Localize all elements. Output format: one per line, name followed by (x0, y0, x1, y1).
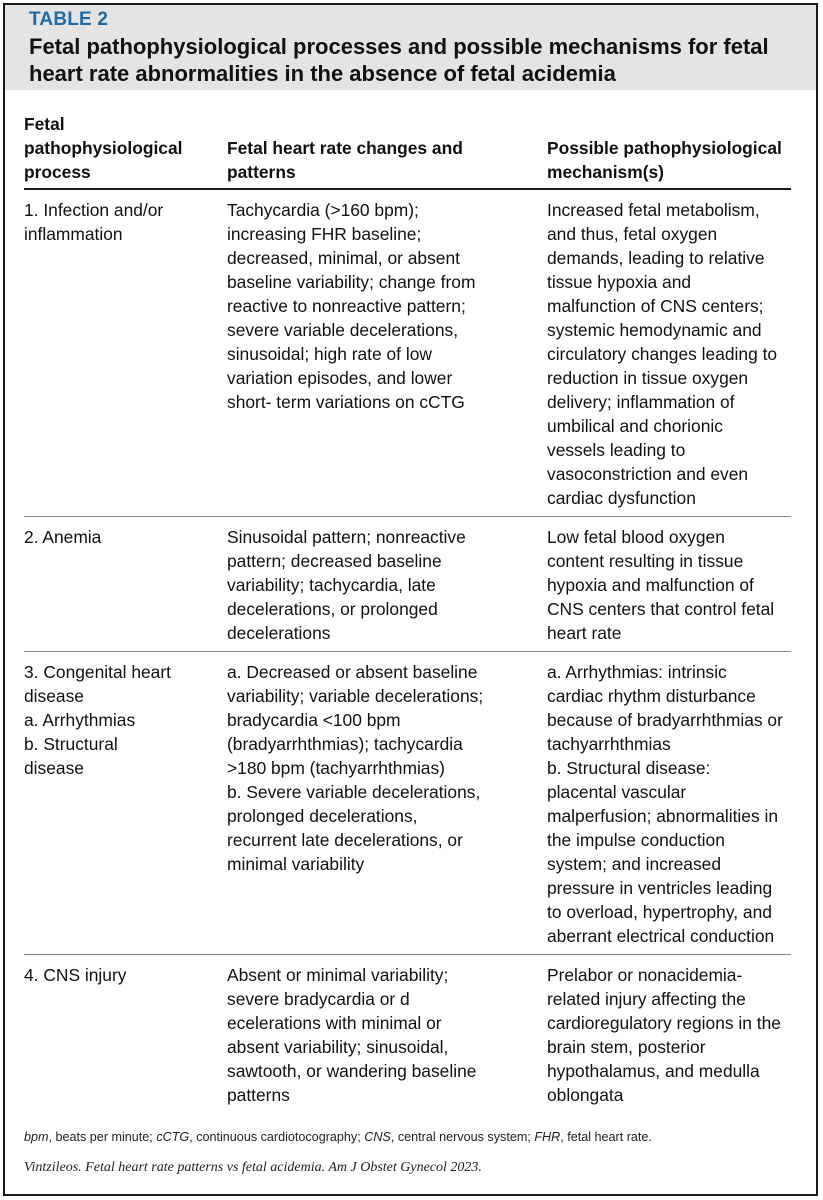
abbreviation: CNS (364, 1130, 391, 1144)
cell-line: umbilical and chorionic (547, 416, 723, 436)
title-line: heart rate abnormalities in the absence of fetal acidemia (29, 61, 616, 86)
cell-line: disease (24, 758, 84, 778)
abbreviation-definition: , continuous cardiotocography; (189, 1130, 365, 1144)
cell-line: heart rate (547, 623, 622, 643)
cell-changes (227, 955, 547, 1114)
cell-line: b. Structural (24, 734, 118, 754)
cell-line: Fetal heart rate changes and (227, 138, 463, 158)
cell-line: reactive to nonreactive pattern; (227, 296, 466, 316)
footnote (24, 1130, 652, 1144)
cell-line: decreased, minimal, or absent (227, 248, 460, 268)
cell-line: cardiac rhythm disturbance (547, 686, 756, 706)
cell-line: systemic hemodynamic and (547, 320, 762, 340)
cell-process (24, 652, 227, 955)
abbreviation: bpm (24, 1130, 49, 1144)
cell-process (24, 189, 227, 517)
cell-line: placental vascular (547, 782, 687, 802)
cell-line: vasoconstriction and even (547, 464, 749, 484)
cell-line: aberrant electrical conduction (547, 926, 775, 946)
table-row (24, 652, 791, 955)
cell-line: pressure in ventricles leading (547, 878, 773, 898)
abbreviation-definition: , beats per minute; (48, 1130, 157, 1144)
cell-line: oblongata (547, 1085, 624, 1105)
cell-line: the impulse conduction (547, 830, 725, 850)
cell-line: decelerations (227, 623, 331, 643)
cell-line: a. Decreased or absent baseline (227, 662, 478, 682)
cell-line: b. Severe variable decelerations, (227, 782, 481, 802)
cell-line: cardioregulatory regions in the (547, 1013, 781, 1033)
cell-line: tissue hypoxia and (547, 272, 692, 292)
table-header (5, 5, 816, 90)
cell-mechanisms (547, 517, 791, 652)
cell-line: content resulting in tissue (547, 551, 744, 571)
cell-line: Tachycardia (>160 bpm); (227, 200, 419, 220)
cell-line: Absent or minimal variability; (227, 965, 449, 985)
cell-line: 1. Infection and/or (24, 200, 164, 220)
cell-line: decelerations, or prolonged (227, 599, 438, 619)
cell-line: 4. CNS injury (24, 965, 127, 985)
cell-line: short- term variations on cCTG (227, 392, 465, 412)
cell-line: reduction in tissue oxygen (547, 368, 749, 388)
cell-line: minimal variability (227, 854, 365, 874)
cell-line: circulatory changes leading to (547, 344, 778, 364)
abbreviation: FHR (534, 1130, 561, 1144)
cell-line: variation episodes, and lower (227, 368, 453, 388)
cell-line: patterns (227, 1085, 290, 1105)
cell-line: pattern; decreased baseline (227, 551, 442, 571)
cell-mechanisms (547, 955, 791, 1114)
cell-line: severe bradycardia or d (227, 989, 410, 1009)
cell-line: variability; variable decelerations; (227, 686, 484, 706)
cell-line: baseline variability; change from (227, 272, 476, 292)
title-line: Fetal pathophysiological processes and possible mechanisms for fetal (29, 34, 769, 59)
table-label: TABLE 2 (29, 9, 109, 30)
cell-line: CNS centers that control fetal (547, 599, 775, 619)
cell-line: >180 bpm (tachyarrhthmias) (227, 758, 445, 778)
column-header-mechanisms (547, 112, 791, 189)
cell-line: disease (24, 686, 84, 706)
cell-line: because of bradyarrhthmias or (547, 710, 783, 730)
cell-line: recurrent late decelerations, or (227, 830, 463, 850)
cell-line: ecelerations with minimal or (227, 1013, 442, 1033)
cell-line: inflammation (24, 224, 123, 244)
cell-line: related injury affecting the (547, 989, 746, 1009)
cell-changes (227, 517, 547, 652)
cell-line: system; and increased (547, 854, 721, 874)
cell-process (24, 955, 227, 1114)
cell-line: hypothalamus, and medulla (547, 1061, 760, 1081)
cell-line: delivery; inflammation of (547, 392, 735, 412)
cell-line: mechanism(s) (547, 162, 664, 182)
cell-line: Increased fetal metabolism, (547, 200, 760, 220)
cell-line: cardiac dysfunction (547, 488, 696, 508)
cell-line: sinusoidal; high rate of low (227, 344, 432, 364)
cell-line: and thus, fetal oxygen (547, 224, 718, 244)
cell-line: brain stem, posterior (547, 1037, 706, 1057)
abbreviation-definition: , fetal heart rate. (560, 1130, 652, 1144)
cell-line: severe variable decelerations, (227, 320, 459, 340)
cell-line: malfunction of CNS centers; (547, 296, 764, 316)
cell-line: sawtooth, or wandering baseline (227, 1061, 477, 1081)
cell-line: absent variability; sinusoidal, (227, 1037, 449, 1057)
cell-line: (bradyarrhthmias); tachycardia (227, 734, 463, 754)
cell-line: increasing FHR baseline; (227, 224, 422, 244)
cell-line: hypoxia and malfunction of (547, 575, 754, 595)
table-head-row (24, 112, 791, 189)
cell-line: b. Structural disease: (547, 758, 711, 778)
abbreviation: cCTG (156, 1130, 190, 1144)
cell-line: patterns (227, 162, 296, 182)
cell-line: 3. Congenital heart (24, 662, 171, 682)
cell-line: prolonged decelerations, (227, 806, 418, 826)
cell-line: process (24, 162, 91, 182)
table-row (24, 955, 791, 1114)
table-row (24, 517, 791, 652)
cell-line: Fetal (24, 114, 65, 134)
cell-line: tachyarrhthmias (547, 734, 671, 754)
cell-changes (227, 652, 547, 955)
cell-line: Possible pathophysiological (547, 138, 782, 158)
cell-line: malperfusion; abnormalities in (547, 806, 779, 826)
table-title (29, 33, 792, 87)
cell-line: demands, leading to relative (547, 248, 765, 268)
cell-line: a. Arrhythmias (24, 710, 136, 730)
cell-process (24, 517, 227, 652)
source-citation: Vintzileos. Fetal heart rate patterns vs fetal acidemia. Am J Obstet Gynecol 2023. (24, 1160, 482, 1175)
cell-line: 2. Anemia (24, 527, 102, 547)
data-table (24, 112, 791, 1113)
abbreviation-definition: , central nervous system; (390, 1130, 535, 1144)
cell-mechanisms (547, 652, 791, 955)
column-header-process (24, 112, 227, 189)
cell-line: bradycardia <100 bpm (227, 710, 401, 730)
cell-changes (227, 189, 547, 517)
table-row (24, 189, 791, 517)
cell-mechanisms (547, 189, 791, 517)
cell-line: Prelabor or nonacidemia- (547, 965, 743, 985)
cell-line: a. Arrhythmias: intrinsic (547, 662, 727, 682)
column-header-changes (227, 112, 547, 189)
cell-line: pathophysiological (24, 138, 183, 158)
cell-line: to overload, hypertrophy, and (547, 902, 772, 922)
cell-line: Low fetal blood oxygen (547, 527, 725, 547)
cell-line: variability; tachycardia, late (227, 575, 436, 595)
cell-line: Sinusoidal pattern; nonreactive (227, 527, 466, 547)
cell-line: vessels leading to (547, 440, 686, 460)
